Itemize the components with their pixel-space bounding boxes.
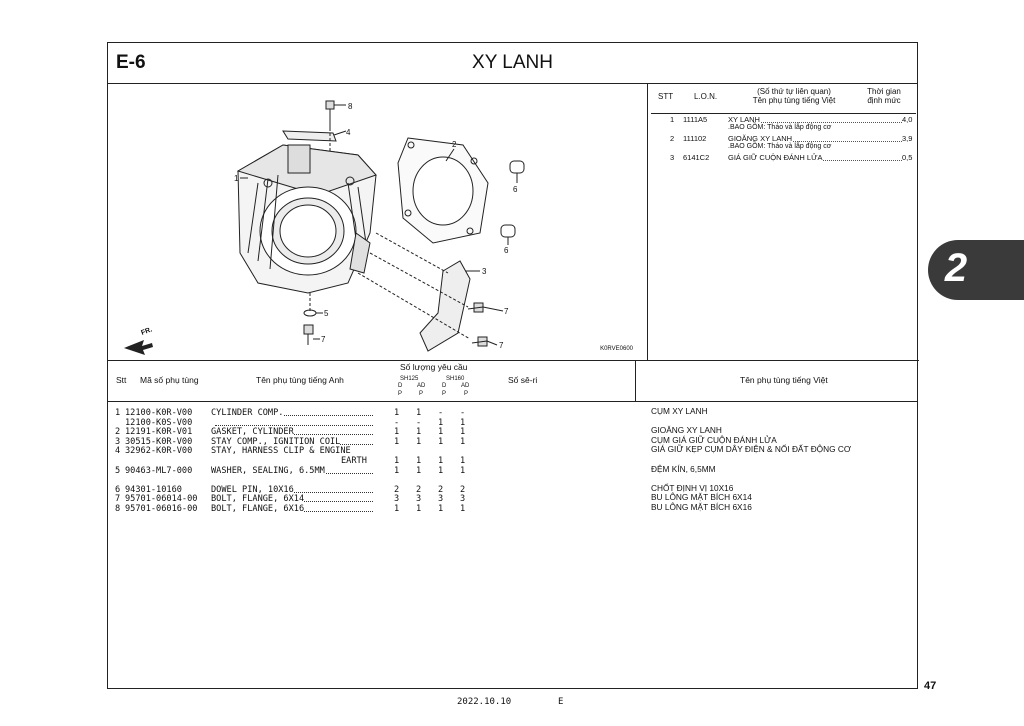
callout-7: 7 (504, 307, 509, 316)
callout-6: 6 (513, 185, 518, 194)
header-divider (635, 361, 636, 401)
page-number: 47 (924, 680, 937, 692)
table-row: 5 90463-ML7-000 WASHER, SEALING, 6.5MM 1 1 1 1 (115, 465, 466, 476)
col-name-vi: Tên phụ tùng tiếng Việt (740, 375, 828, 385)
list-item: CHỐT ĐỊNH VỊ 10X16 (651, 482, 734, 493)
callout-3: 3 (482, 267, 487, 276)
bolt-drawing (304, 325, 313, 345)
table-row: 2 12191-K0R-V01 GASKET, CYLINDER 1 1 1 1 (115, 427, 466, 438)
col-qty: Số lượng yêu cầu (400, 362, 468, 372)
gasket-drawing (398, 138, 488, 243)
list-item: BU LÔNG MẶT BÍCH 6X14 (651, 492, 752, 503)
table-row: EARTH 1 1 1 1 (341, 455, 466, 466)
table-row: 1 12100-K0R-V00 CYLINDER COMP. 1 1 - - (115, 408, 466, 418)
callout-5: 5 (324, 309, 329, 318)
section-tab-number: 2 (944, 246, 968, 290)
table-row-spacer (115, 476, 615, 486)
page-title: XY LANH (472, 52, 553, 73)
footer-edition: E (558, 697, 564, 707)
lon-row: 1 1111A5 XY LANH 4,0 (670, 115, 913, 124)
parts-table-header: Stt Mã số phụ tùng Tên phụ tùng tiếng Anh Số lượng yêu cầu SH125 SH160 D AD D AD P P P P Số sê-ri Tên phụ tùng tiếng Việt (108, 361, 917, 402)
table-row: 6 94301-10160 DOWEL PIN, 10X16 2 2 2 2 (115, 484, 466, 495)
bolt-drawing (468, 303, 483, 312)
lon-col-time-1: Thời gian (867, 87, 901, 96)
front-arrow-icon (124, 340, 153, 355)
cylinder-drawing (238, 145, 376, 293)
labor-operation-table (648, 83, 919, 361)
dowel-pin-drawing (501, 225, 515, 237)
list-item: ĐỆM KÍN, 6,5MM (651, 463, 716, 474)
parts-list (115, 409, 615, 515)
lon-row: 2 111102 GIOĂNG XY LANH 3,9 (670, 134, 913, 143)
list-item: BU LÔNG MẶT BÍCH 6X16 (651, 501, 752, 512)
col-serial: Số sê-ri (508, 375, 538, 385)
section-code: E-6 (116, 52, 146, 73)
page-frame (107, 42, 918, 689)
lon-row: 3 6141C2 GIÁ GIỮ CUỘN ĐÁNH LỬA 0,5 (670, 153, 913, 162)
figure-code: K0RVE0600 (600, 346, 633, 352)
lon-note: .BAO GỒM: Tháo và lắp động cơ (728, 143, 832, 150)
callout-7c: 7 (321, 335, 326, 344)
lon-divider (651, 113, 916, 114)
table-row: 8 95701-06016-00 BOLT, FLANGE, 6X16 1 1 1 1 (115, 503, 466, 514)
table-row: 12100-K0S-V00 - - 1 1 (125, 417, 466, 428)
dowel-pin-drawing (510, 161, 524, 173)
callout-8: 8 (348, 102, 353, 111)
diagram-drawing (108, 83, 648, 361)
table-row: 3 30515-K0R-V00 STAY COMP., IGNITION COIL 1 1 1 1 (115, 436, 466, 447)
lon-col-stt: STT (658, 92, 674, 101)
col-name-en: Tên phụ tùng tiếng Anh (256, 375, 344, 385)
lon-col-lon: L.O.N. (694, 92, 718, 101)
model-sh160: SH160 (446, 376, 465, 382)
model-sh125: SH125 (400, 376, 419, 382)
callout-2: 2 (452, 140, 457, 149)
callout-4: 4 (346, 128, 351, 137)
lon-col-name-1: (Số thứ tự liên quan) (757, 87, 831, 96)
lon-col-time-2: định mức (867, 96, 901, 105)
bolt-drawing (472, 337, 487, 346)
callout-1: 1 (234, 174, 239, 183)
exploded-diagram (108, 83, 648, 361)
table-row: 7 95701-06014-00 BOLT, FLANGE, 6X14 3 3 3 3 (115, 494, 466, 505)
section-tab (928, 240, 1024, 300)
list-item: GIÁ GIỮ KẸP CỤM DÂY ĐIỆN & NỐI ĐẤT ĐỘNG CƠ (651, 444, 851, 455)
page-header (108, 43, 917, 84)
stay-harness-drawing (283, 131, 336, 141)
list-item: CỤM XY LANH (651, 406, 708, 416)
list-item: GIOĂNG XY LANH (651, 425, 722, 436)
callout-7b: 7 (499, 341, 504, 350)
callout-6b: 6 (504, 246, 509, 255)
list-item: CỤM GIÁ GIỮ CUỘN ĐÁNH LỬA (651, 434, 777, 445)
col-part-no: Mã số phụ tùng (140, 375, 199, 385)
stay-coil-drawing (420, 261, 470, 351)
fr-label: FR. (140, 326, 154, 337)
table-row: 4 32962-K0R-V00 STAY, HARNESS CLIP & ENGINE (115, 446, 351, 457)
footer-date: 2022.10.10 (457, 697, 512, 707)
col-stt: Stt (116, 375, 127, 385)
lon-note: .BAO GỒM: Tháo và lắp động cơ (728, 124, 832, 131)
lon-col-name-2: Tên phụ tùng tiếng Việt (752, 96, 836, 105)
viet-names-list (651, 407, 851, 513)
